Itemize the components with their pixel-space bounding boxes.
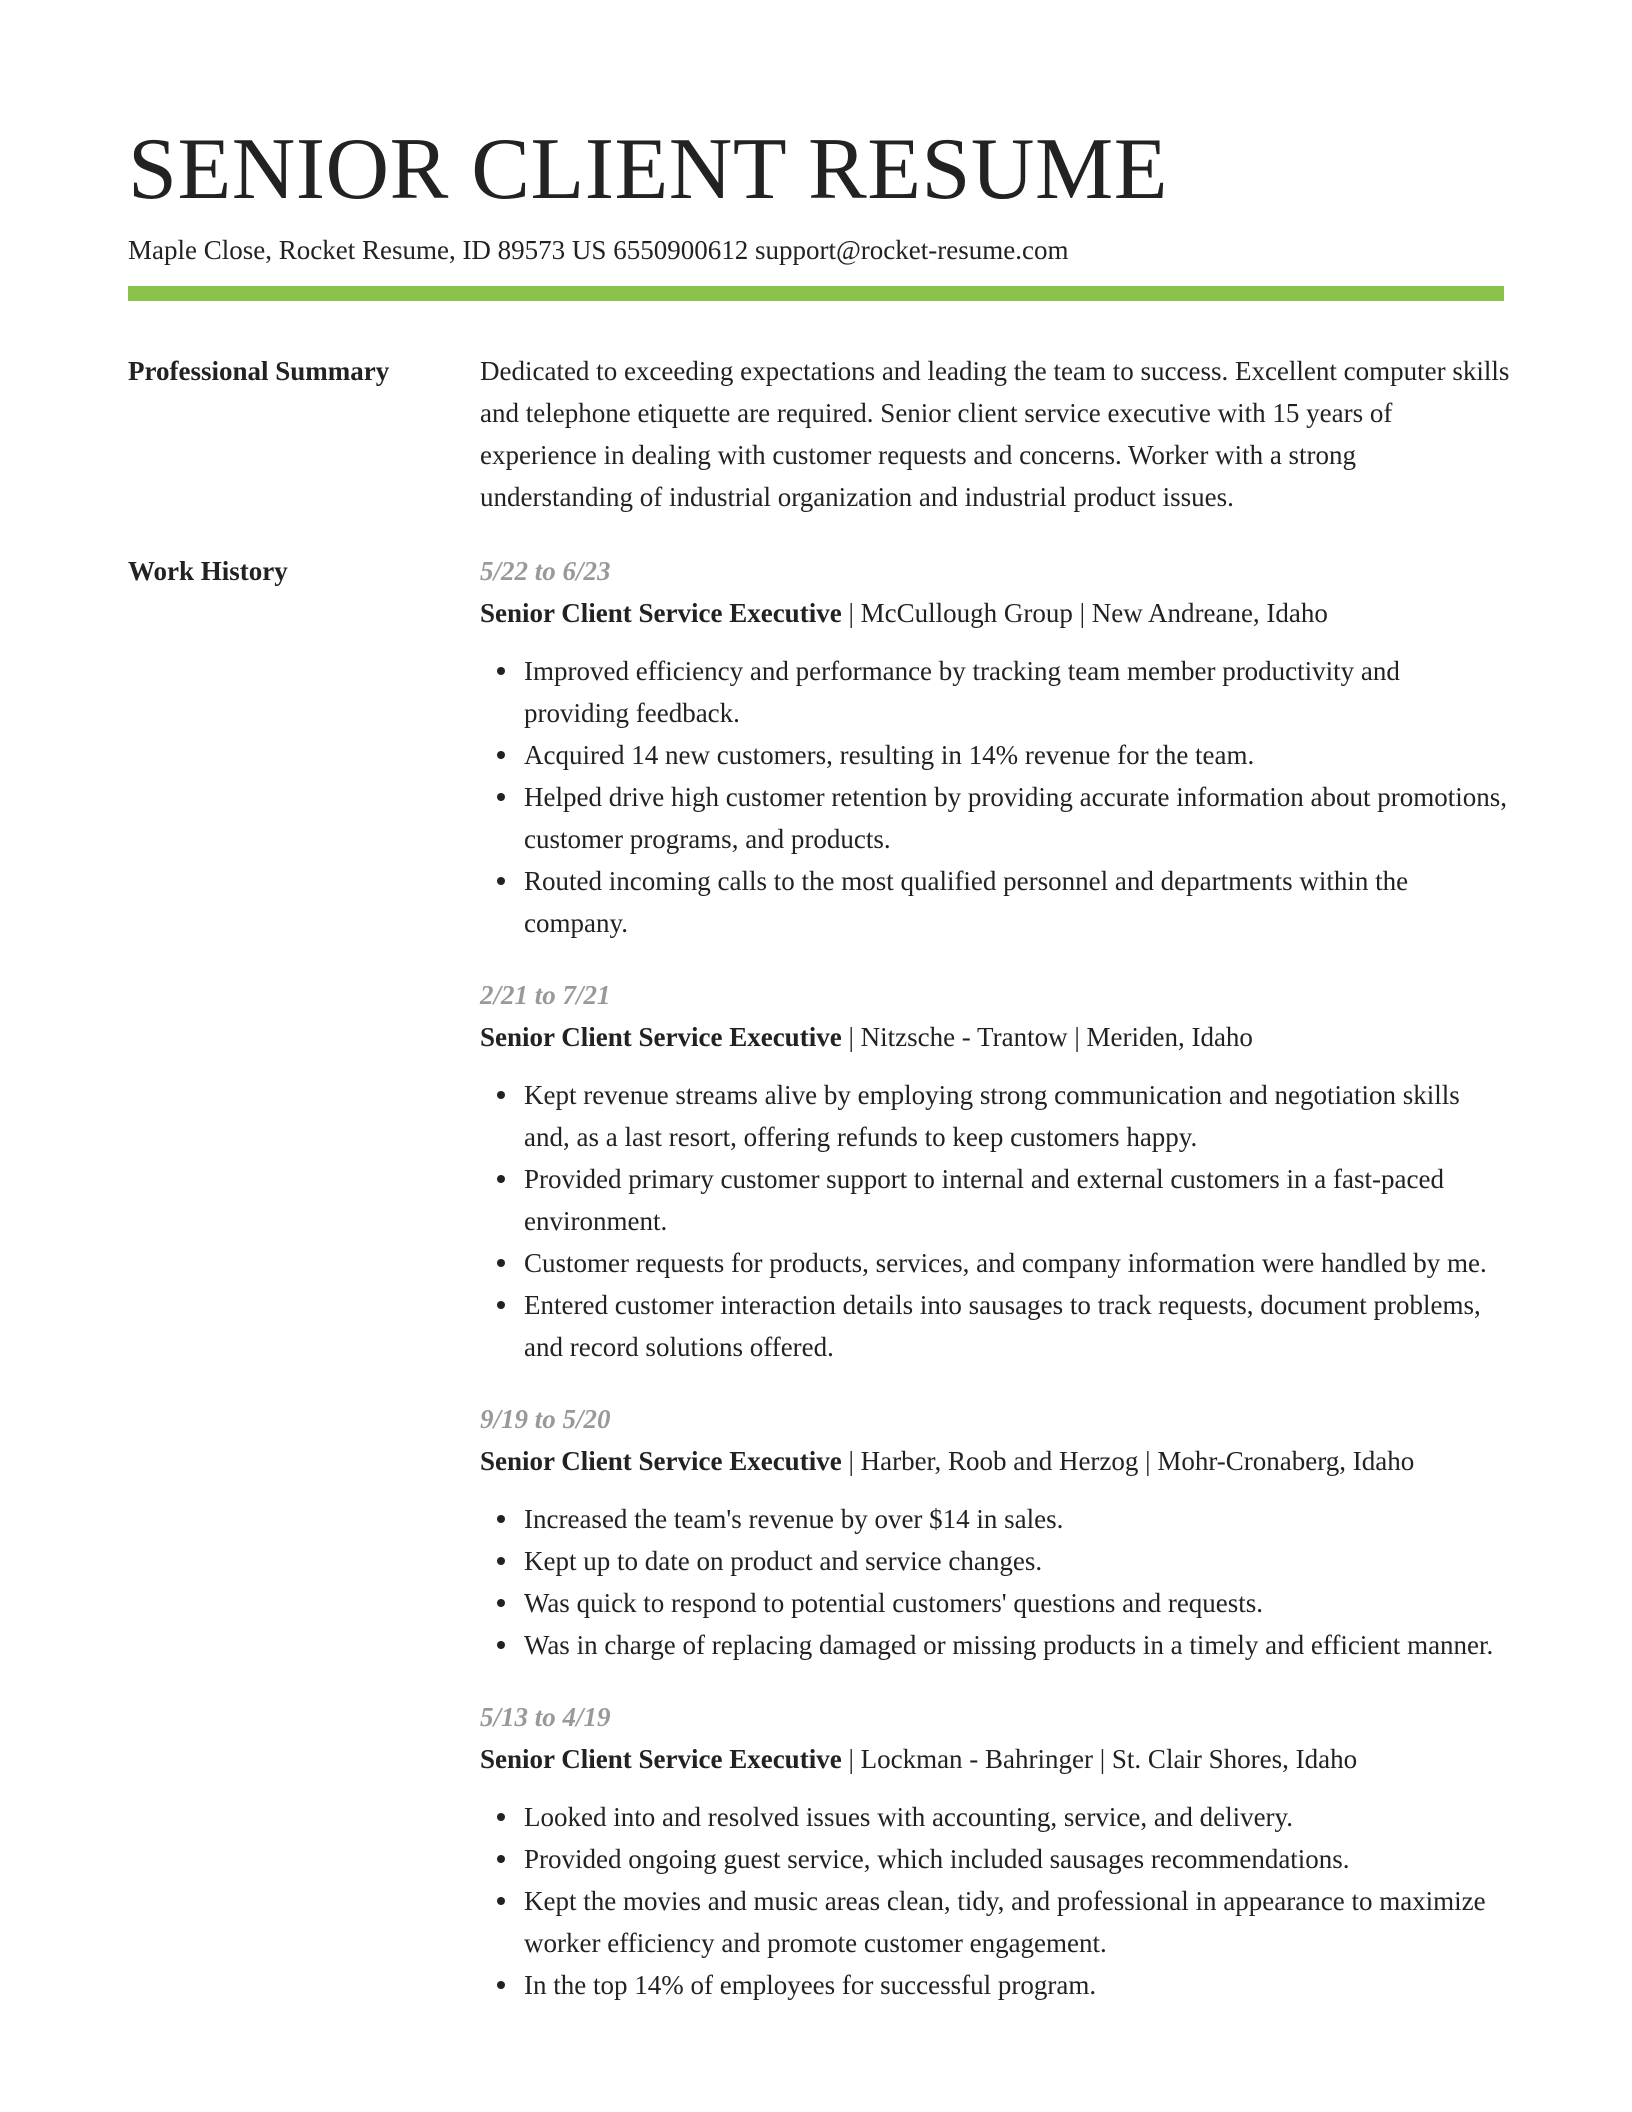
job-title: Senior Client Service Executive xyxy=(480,1022,842,1052)
job-dates: 5/13 to 4/19 xyxy=(480,1702,611,1732)
job-title: Senior Client Service Executive xyxy=(480,1744,842,1774)
job-heading xyxy=(480,592,1510,634)
job-bullet: Provided ongoing guest service, which included sausages recommendations. xyxy=(524,1838,1510,1880)
job-employer-location: | Harber, Roob and Herzog | Mohr-Cronaberg, Idaho xyxy=(841,1446,1415,1476)
job-bullet: Kept up to date on product and service changes. xyxy=(524,1540,1510,1582)
summary-body xyxy=(480,350,1510,518)
section-label-summary: Professional Summary xyxy=(128,356,390,386)
job-bullet: Improved efficiency and performance by tracking team member productivity and providing feedback. xyxy=(524,650,1510,734)
job-title: Senior Client Service Executive xyxy=(480,598,842,628)
section-label-work-history: Work History xyxy=(128,556,288,586)
job-entry xyxy=(480,1398,1510,1666)
job-title: Senior Client Service Executive xyxy=(480,1446,842,1476)
job-bullet-list xyxy=(480,650,1510,944)
job-bullet: Looked into and resolved issues with accounting, service, and delivery. xyxy=(524,1796,1510,1838)
contact-line: Maple Close, Rocket Resume, ID 89573 US 6550900612 support@rocket-resume.com xyxy=(128,235,1069,265)
job-bullet: Helped drive high customer retention by providing accurate information about promotions, customer programs, and products. xyxy=(524,776,1510,860)
job-bullet: Customer requests for products, services, and company information were handled by me. xyxy=(524,1242,1510,1284)
job-heading xyxy=(480,1738,1510,1780)
job-bullet-list xyxy=(480,1498,1510,1666)
job-entry xyxy=(480,1696,1510,2006)
job-heading xyxy=(480,1440,1510,1482)
accent-divider xyxy=(128,286,1504,301)
job-entry xyxy=(480,550,1510,944)
job-dates: 5/22 to 6/23 xyxy=(480,556,611,586)
job-bullet: Increased the team's revenue by over $14 in sales. xyxy=(524,1498,1510,1540)
resume-page xyxy=(128,0,1510,2112)
job-dates: 9/19 to 5/20 xyxy=(480,1404,611,1434)
job-bullet: Acquired 14 new customers, resulting in 14% revenue for the team. xyxy=(524,734,1510,776)
job-bullet: Was in charge of replacing damaged or missing products in a timely and efficient manner. xyxy=(524,1624,1510,1666)
job-bullet-list xyxy=(480,1074,1510,1368)
resume-title: SENIOR CLIENT RESUME xyxy=(128,121,1168,218)
job-bullet-list xyxy=(480,1796,1510,2006)
job-employer-location: | Nitzsche - Trantow | Meriden, Idaho xyxy=(841,1022,1253,1052)
job-bullet: In the top 14% of employees for successful program. xyxy=(524,1964,1510,2006)
job-bullet: Was quick to respond to potential customers' questions and requests. xyxy=(524,1582,1510,1624)
job-employer-location: | McCullough Group | New Andreane, Idaho xyxy=(841,598,1328,628)
work-history-body xyxy=(480,550,1510,2036)
job-entry xyxy=(480,974,1510,1368)
job-bullet: Provided primary customer support to internal and external customers in a fast-paced environment. xyxy=(524,1158,1510,1242)
job-bullet: Kept the movies and music areas clean, tidy, and professional in appearance to maximize worker efficiency and promote customer engagement. xyxy=(524,1880,1510,1964)
job-dates: 2/21 to 7/21 xyxy=(480,980,611,1010)
job-bullet: Kept revenue streams alive by employing strong communication and negotiation skills and, as a last resort, offering refunds to keep customers happy. xyxy=(524,1074,1510,1158)
job-heading xyxy=(480,1016,1510,1058)
job-bullet: Routed incoming calls to the most qualified personnel and departments within the company. xyxy=(524,860,1510,944)
job-employer-location: | Lockman - Bahringer | St. Clair Shores, Idaho xyxy=(841,1744,1358,1774)
job-bullet: Entered customer interaction details into sausages to track requests, document problems, and record solutions offered. xyxy=(524,1284,1510,1368)
summary-text: Dedicated to exceeding expectations and leading the team to success. Excellent computer skills and telephone etiquette are required. Senior client service executive with 15 years of experience in dealing with customer requests and concerns. Worker with a strong understanding of industrial organization and industrial product issues. xyxy=(480,356,1510,512)
